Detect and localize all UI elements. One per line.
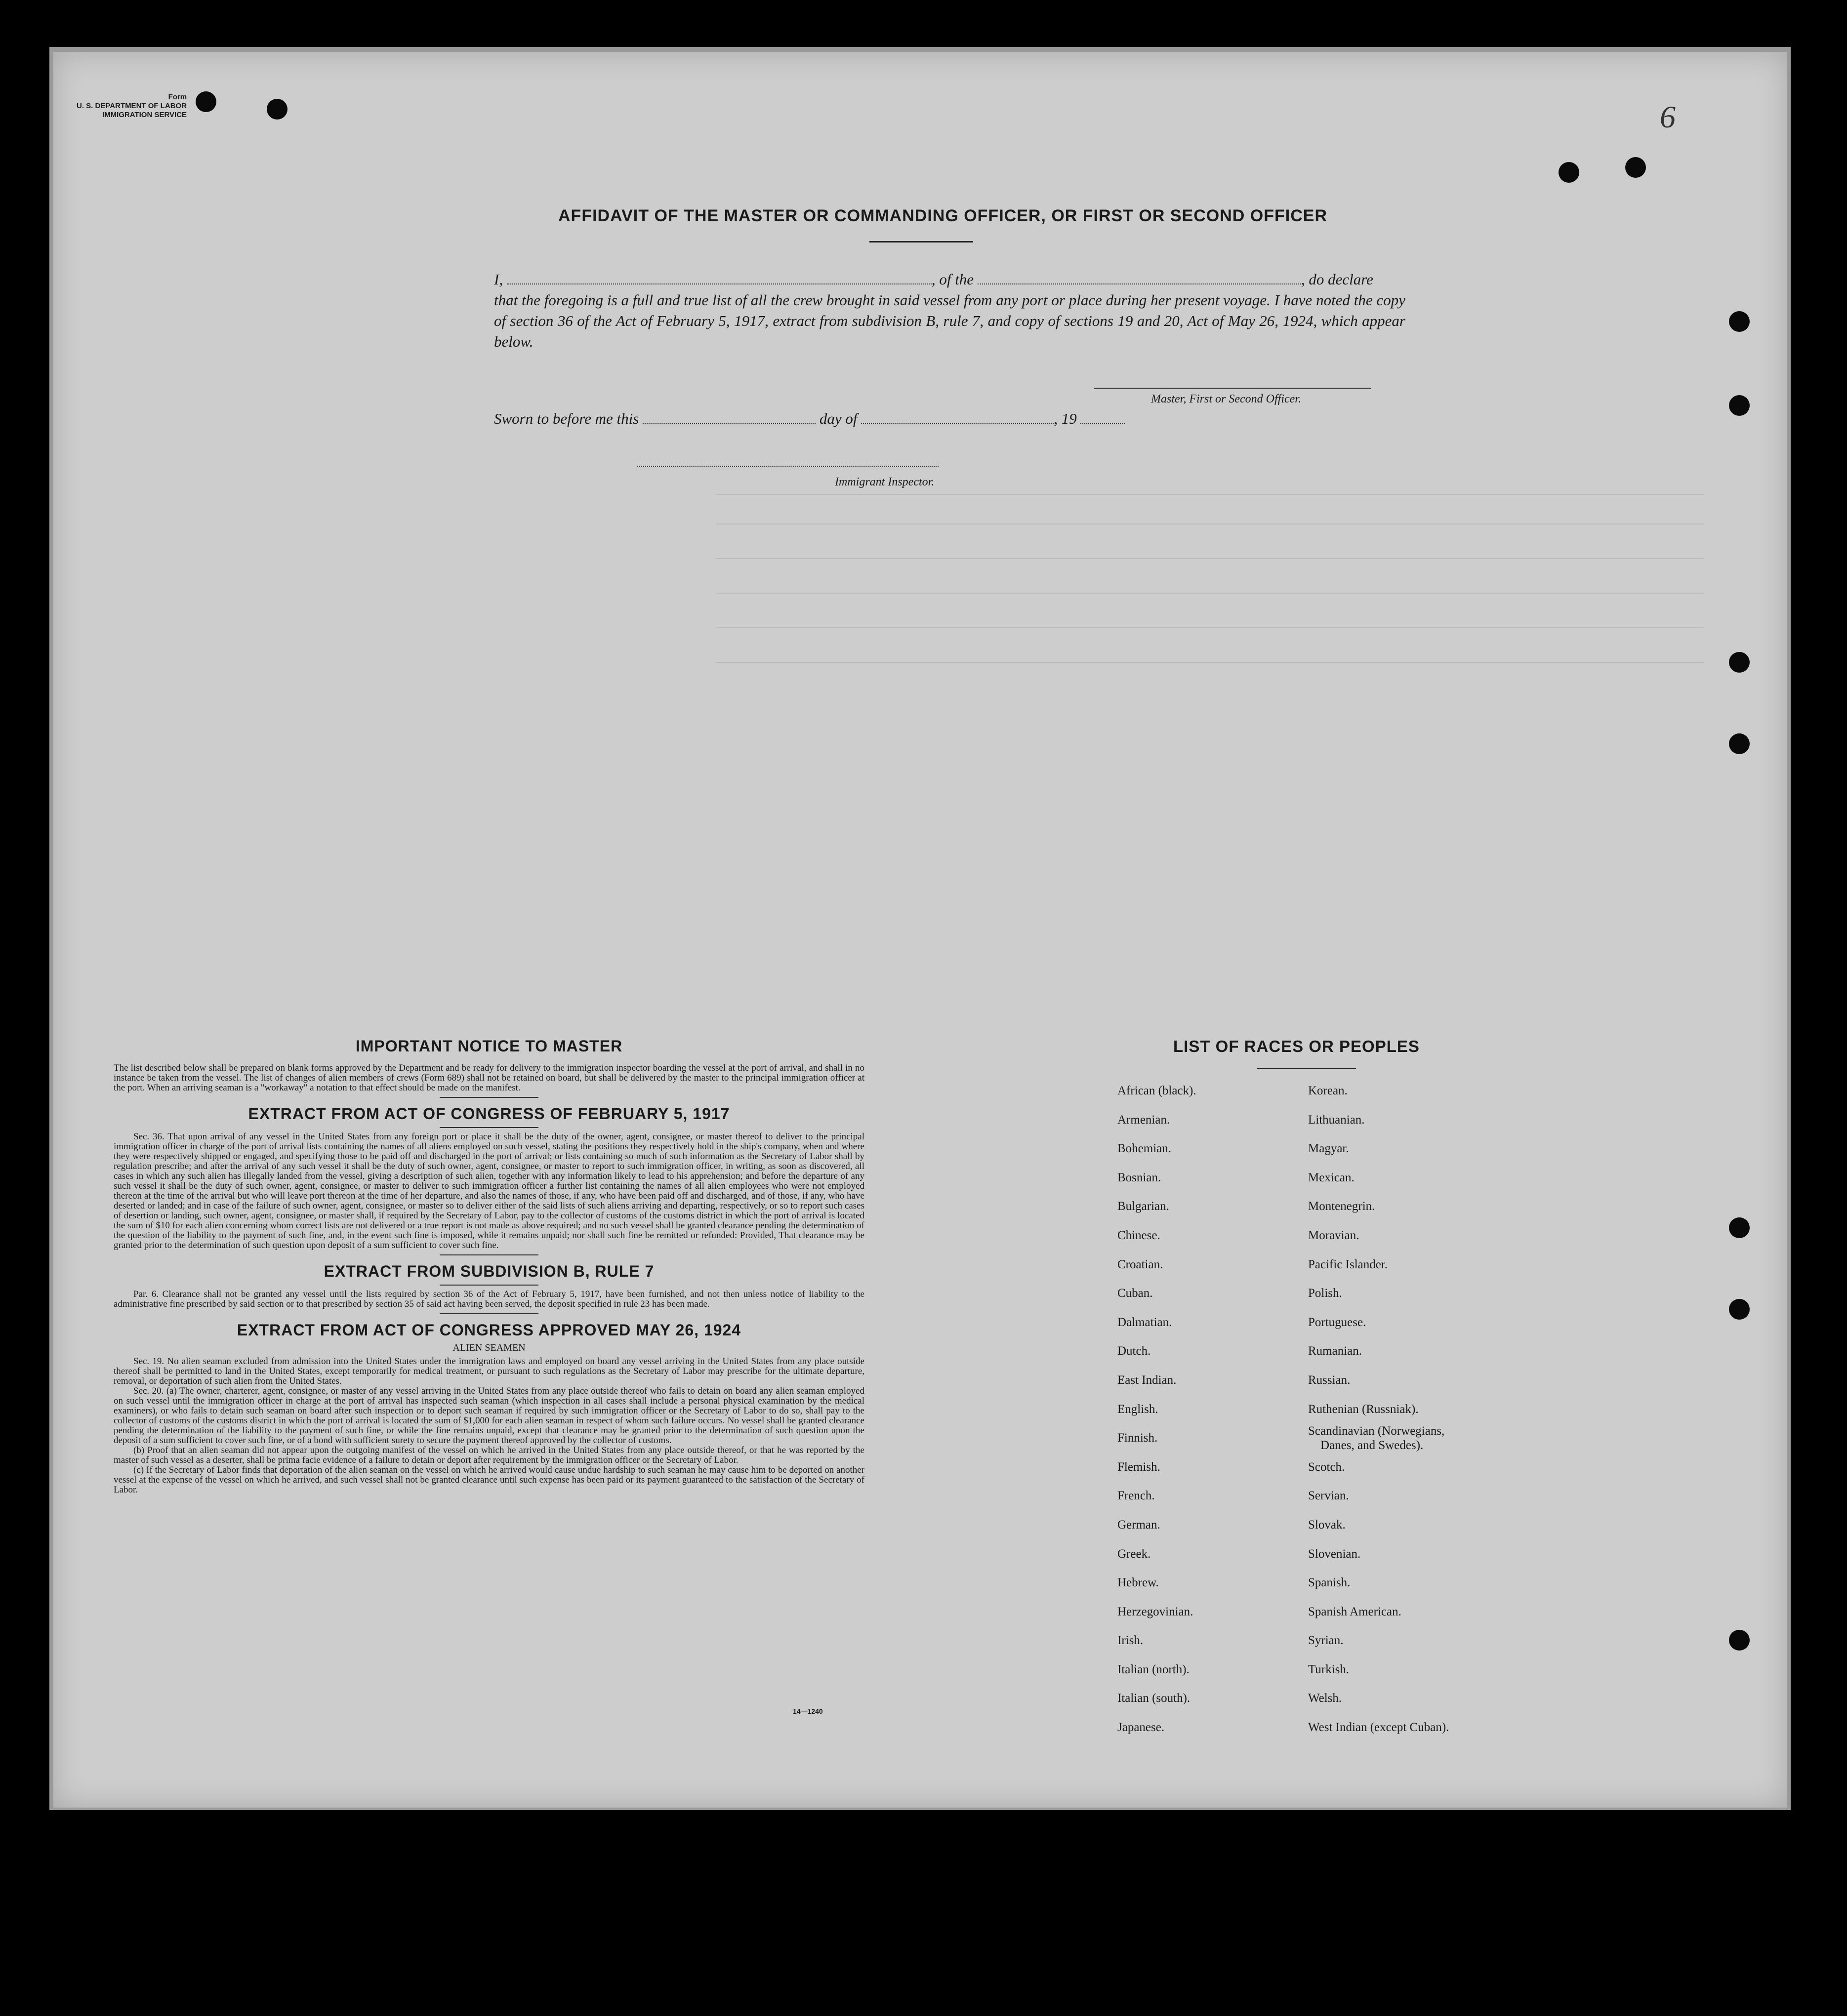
declaration-start: I,	[494, 271, 503, 288]
extract-rule7-text: Par. 6. Clearance shall not be granted any vessel until the lists required by section 36 of the Act of February 5, 1917, have been furnished, and not then unless notice of liability to the administrative fine prescribed by said section or to that prescribed by section 35 of said act having been served, the deposit specified in rule 23 has been made.	[114, 1289, 864, 1309]
race-item: Armenian.	[1117, 1113, 1170, 1127]
race-item: Italian (south).	[1117, 1692, 1190, 1705]
department-label: U. S. DEPARTMENT OF LABOR	[77, 102, 187, 110]
sworn-year-blank[interactable]	[1080, 423, 1125, 424]
race-item: Cuban.	[1117, 1287, 1153, 1300]
punch-hole	[1729, 395, 1750, 416]
race-item: Russian.	[1308, 1373, 1351, 1387]
race-item: Moravian.	[1308, 1228, 1359, 1242]
race-item: Hebrew.	[1117, 1576, 1159, 1590]
sworn-start: Sworn to before me this	[494, 410, 639, 427]
inspector-label: Immigrant Inspector.	[835, 476, 935, 488]
race-item: Magyar.	[1308, 1142, 1349, 1156]
race-item: Japanese.	[1117, 1721, 1165, 1734]
form-stamp: 14—1240	[793, 1707, 823, 1715]
race-item: Welsh.	[1308, 1692, 1342, 1705]
sworn-mid: day of	[819, 410, 858, 427]
page-number: 6	[1660, 99, 1676, 134]
race-item: Spanish.	[1308, 1576, 1351, 1590]
race-item: Mexican.	[1308, 1170, 1354, 1184]
signature-label: Master, First or Second Officer.	[1151, 393, 1301, 405]
affidavit-body	[494, 269, 1405, 352]
race-item: East Indian.	[1117, 1373, 1177, 1387]
sworn-month-blank[interactable]	[861, 423, 1054, 424]
punch-hole	[1729, 1299, 1750, 1320]
form-label: Form	[168, 93, 187, 101]
race-item: Scandinavian (Norwegians, Danes, and Swedes).	[1308, 1424, 1445, 1452]
extract-1924-subtitle: ALIEN SEAMEN	[452, 1342, 526, 1353]
race-item: Ruthenian (Russniak).	[1308, 1402, 1419, 1416]
extract-1917-title: EXTRACT FROM ACT OF CONGRESS OF FEBRUARY 5, 1917	[248, 1105, 730, 1123]
punch-hole	[1729, 1217, 1750, 1238]
declaration-mid: , of the	[931, 271, 974, 288]
affidavit-rule	[869, 241, 973, 242]
divider	[440, 1254, 538, 1255]
signature-line[interactable]	[1094, 388, 1371, 389]
races-column-2	[1308, 1077, 1449, 1742]
punch-hole	[196, 91, 216, 112]
race-item: Bosnian.	[1117, 1170, 1161, 1184]
inspector-line[interactable]	[637, 466, 939, 467]
name-blank[interactable]	[507, 283, 932, 284]
sworn-end: , 19	[1054, 410, 1077, 427]
legal-text-column	[114, 1037, 864, 1495]
declaration-line	[494, 269, 1405, 290]
punch-hole	[1625, 157, 1646, 178]
race-item: Polish.	[1308, 1287, 1342, 1300]
races-title: LIST OF RACES OR PEOPLES	[1173, 1037, 1420, 1055]
form-header	[77, 93, 187, 120]
race-item: Servian.	[1308, 1489, 1349, 1503]
divider	[440, 1127, 538, 1128]
notice-title: IMPORTANT NOTICE TO MASTER	[355, 1037, 623, 1055]
race-item: Herzegovinian.	[1117, 1605, 1193, 1618]
races-rule	[1257, 1068, 1356, 1069]
extract-rule7-title: EXTRACT FROM SUBDIVISION B, RULE 7	[324, 1262, 655, 1280]
race-item: Spanish American.	[1308, 1605, 1401, 1618]
section-20c-text: (c) If the Secretary of Labor finds that deportation of the alien seaman on the vessel on which he arrived would cause undue hardship to such seaman he may cause him to be deported on another vessel at the expense of the vessel on which he arrived, and such vessel shall not be granted clearance until such expense has been paid or its payment guaranteed to the satisfaction of the Secretary of Labor.	[114, 1465, 864, 1495]
race-item: Slovenian.	[1308, 1547, 1361, 1561]
race-item: Irish.	[1117, 1634, 1144, 1648]
race-item: Flemish.	[1117, 1460, 1160, 1474]
race-item: Italian (north).	[1117, 1662, 1190, 1676]
race-item: French.	[1117, 1489, 1155, 1503]
race-item: Chinese.	[1117, 1228, 1160, 1242]
extract-1924-title: EXTRACT FROM ACT OF CONGRESS APPROVED MAY 26, 1924	[237, 1321, 741, 1339]
race-item: West Indian (except Cuban).	[1308, 1721, 1449, 1734]
race-item: Slovak.	[1308, 1518, 1346, 1532]
section-19-text: Sec. 19. No alien seaman excluded from admission into the United States under the immigration laws and employed on board any vessel arriving in the United States from any place outside thereof shall be permitted to land in the United States, except temporarily for medical treatment, or pursuant to such regulations as the Secretary of Labor may prescribe for the ultimate departure, removal, or deportation of such alien from the United States.	[114, 1356, 864, 1386]
section-20b-text: (b) Proof that an alien seaman did not appear upon the outgoing manifest of the vessel on which he arrived in the United States from any place outside thereof, or that he was reported by the master of such vessel as a deserter, shall be prima facie evidence of a failure to detain or deport after requirement by the immigration officer or the Secretary of Labor.	[114, 1445, 864, 1465]
punch-hole	[1729, 652, 1750, 673]
race-item: German.	[1117, 1518, 1160, 1532]
race-item: Dutch.	[1117, 1344, 1151, 1358]
section-20a-text: Sec. 20. (a) The owner, charterer, agent, consignee, or master of any vessel arriving in the United States from any place outside thereof who fails to detain on board any alien seaman employed on such vessel until the immigration officer in charge at the port of arrival has inspected such seaman (which inspection in all cases shall include a personal physical examination by the medical examiners), or who fails to detain such seaman on board after such inspection or to deport such seaman if required by such immigration officer or the Secretary of Labor to do so, shall pay to the collector of customs of the customs district in which the port of arrival is located the sum of $1,000 for each alien seaman in respect of whom such failure occurs. No vessel shall be granted clearance pending the determination of the liability to the payment of such fine, or while the fine remains unpaid, except that clearance may be granted prior to the determination of such question upon the deposit of a sum sufficient to cover such fine, or of a bond with sufficient surety to secure the payment thereof approved by the collector of customs.	[114, 1386, 864, 1446]
service-label: IMMIGRATION SERVICE	[102, 111, 187, 119]
race-item: English.	[1117, 1402, 1158, 1416]
punch-hole	[1729, 733, 1750, 754]
race-item: Scotch.	[1308, 1460, 1345, 1474]
punch-hole	[1729, 1630, 1750, 1651]
race-item: African (black).	[1117, 1084, 1196, 1097]
race-item: Turkish.	[1308, 1662, 1350, 1676]
sworn-day-blank[interactable]	[643, 423, 816, 424]
race-item: Rumanian.	[1308, 1344, 1362, 1358]
punch-hole	[1729, 311, 1750, 332]
race-item: Finnish.	[1117, 1431, 1158, 1445]
divider	[440, 1285, 538, 1286]
race-item: Portuguese.	[1308, 1315, 1366, 1329]
punch-hole	[267, 99, 287, 120]
race-item: Greek.	[1117, 1547, 1151, 1561]
race-item: Dalmatian.	[1117, 1315, 1172, 1329]
race-item: Korean.	[1308, 1084, 1348, 1097]
races-column-1	[1117, 1077, 1196, 1742]
race-item: Syrian.	[1308, 1634, 1344, 1648]
race-item: Bohemian.	[1117, 1142, 1172, 1156]
declaration-end: , do declare	[1301, 271, 1373, 288]
race-item: Lithuanian.	[1308, 1113, 1365, 1127]
race-item: Pacific Islander.	[1308, 1257, 1388, 1271]
race-item: Croatian.	[1117, 1257, 1163, 1271]
punch-hole	[1559, 162, 1579, 183]
race-item: Bulgarian.	[1117, 1200, 1169, 1213]
divider	[440, 1313, 538, 1314]
notice-text: The list described below shall be prepared on blank forms approved by the Department and be ready for delivery to the immigration inspector boarding the vessel at the port of arrival, and shall in no instance be taken from the vessel. The list of changes of alien members of crews (Form 689) shall not be retained on board, but shall be delivered by the master to the principal immigration officer at the port. When an arriving seaman is a "workaway" a notation to that effect should be made on the manifest.	[114, 1063, 864, 1093]
race-item: Montenegrin.	[1308, 1200, 1375, 1213]
declaration-text: that the foregoing is a full and true list of all the crew brought in said vessel from any port or place during her present voyage. I have noted the copy of section 36 of the Act of February 5, 1917, extract from subdivision B, rule 7, and copy of sections 19 and 20, Act of May 26, 1924, which appear below.	[494, 291, 1405, 350]
vessel-blank[interactable]	[978, 283, 1301, 284]
affidavit-title: AFFIDAVIT OF THE MASTER OR COMMANDING OFFICER, OR FIRST OR SECOND OFFICER	[558, 206, 1327, 225]
extract-1917-text: Sec. 36. That upon arrival of any vessel in the United States from any foreign port or place it shall be the duty of the owner, agent, consignee, or master thereof to deliver to the principal immigration officer in charge of the port of arrival lists containing the names of all aliens employed on such vessel, stating the positions they respectively hold in the ship's company, when and where they were respectively shipped or engaged, and specifying those to be paid off and discharged in the port of arrival; or lists containing so much of such information as the Secretary of Labor shall by regulation prescribe; and after the arrival of any such vessel it shall be the duty of such owner, agent, consignee, or master to report to such immigration officer, in writing, as soon as discovered, all cases in which any such alien has illegally landed from the vessel, giving a description of such alien, together with any information likely to lead to his apprehension; and before the departure of any such vessel it shall be the duty of such owner, agent, consignee, or master to deliver to such immigration officer a further list containing the names of all alien employees who were not employed thereon at the time of the arrival but who will leave port thereon at the time of her departure, and also the names of those, if any, who have been paid off and discharged, and of those, if any, who have deserted or landed; and in case of the failure of such owner, agent, consignee, or master so to deliver either of the said lists of such aliens arriving and departing, respectively, or so to report such cases of desertion or landing, such owner, agent, consignee, or master shall, if required by the Secretary of Labor, pay to the collector of customs of the customs district in which the port of arrival is located the sum of $10 for each alien concerning whom correct lists are not delivered or a true report is not made as above required; and no such vessel shall be granted clearance pending the determination of the question of the liability to the payment of such fine, and, in the event such fine is imposed, while it remains unpaid; nor shall such fine be remitted or refunded: Provided, That clearance may be granted prior to the determination of such question upon deposit of a sum sufficient to cover such fine.	[114, 1131, 864, 1250]
divider	[440, 1097, 538, 1098]
sworn-line	[494, 410, 1125, 428]
